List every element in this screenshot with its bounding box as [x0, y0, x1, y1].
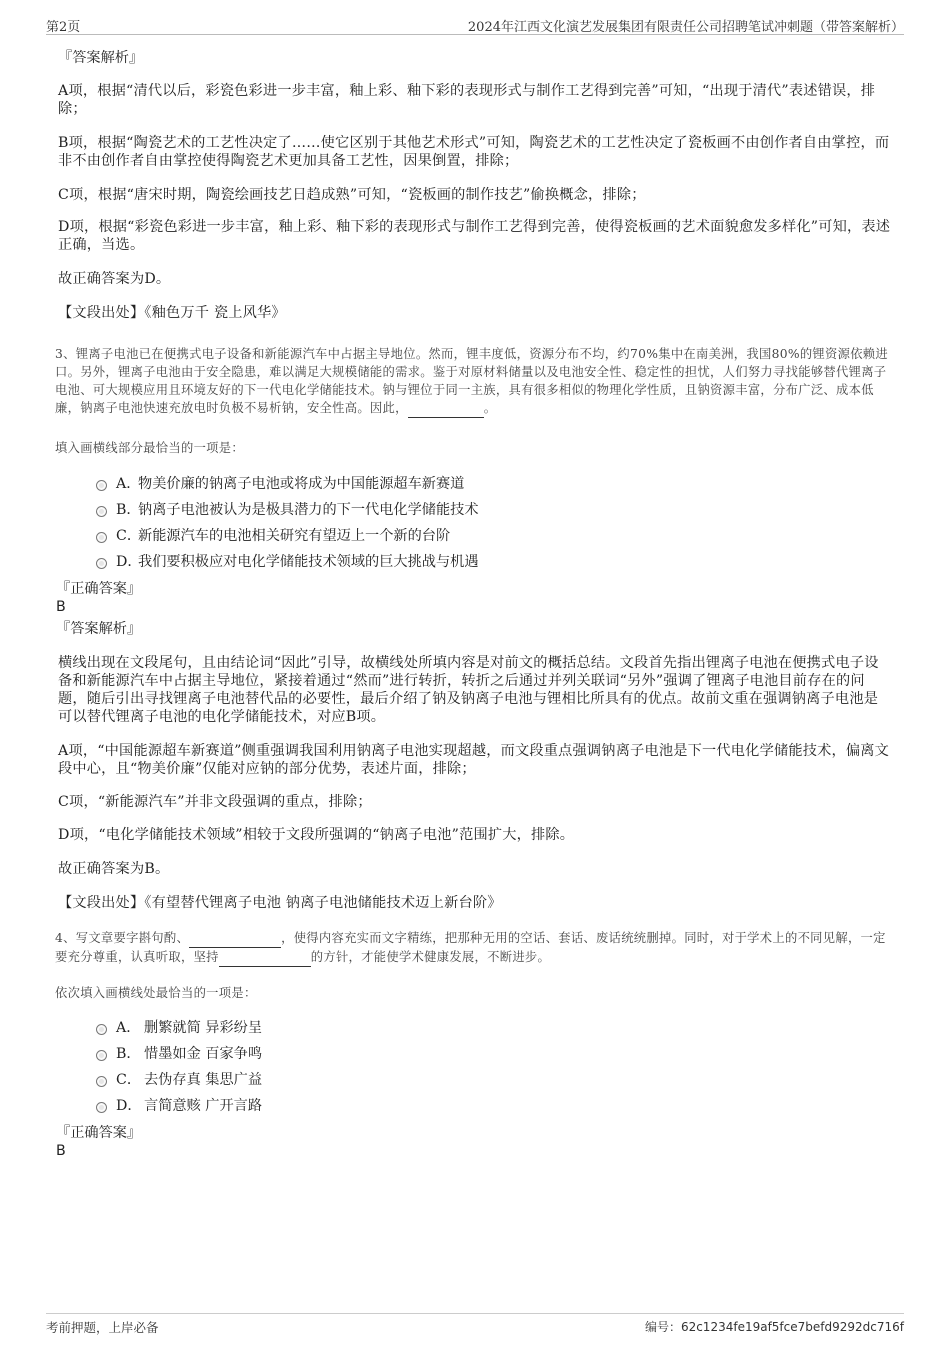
q3-analysis-c: C项，“新能源汽车”并非文段强调的重点，排除；	[58, 794, 372, 810]
q3-source: 【文段出处】《有望替代锂离子电池 钠离子电池储能技术迈上新台阶》	[58, 895, 502, 911]
document-id: 编号：62c1234fe19af5fce7befd9292dc716f	[644, 1320, 904, 1334]
q4-blank-2	[219, 948, 311, 967]
radio-icon[interactable]	[96, 1102, 107, 1113]
q4-text-1: 4、写文章要字斟句酌、	[55, 931, 190, 945]
q3-analysis: 横线出现在文段尾句，且由结论词“因此”引导，故横线处所填内容是对前文的概括总结。文段首先指出锂离子电池在便携式电子设备和新能源汽车中占据主导地位，紧接着通过“然而”进行转折，转折之后通过并列关联词“另外”强调了锂离子电池目前存在的问题，随后引出寻找锂离子电池替代品的必要性，最后介绍了钠及钠离子电池与锂相比所具有的优点。故前文重在强调钠离子电池是可以替代锂离子电池的电化学储能技术，对应B项。	[58, 655, 879, 725]
radio-icon[interactable]	[96, 1050, 107, 1061]
q2-analysis-c: C项，根据“唐宋时期，陶瓷绘画技艺日趋成熟”可知，“瓷板画的制作技艺”偷换概念，排除；	[58, 187, 646, 203]
q3-question-text	[55, 345, 897, 418]
q3-analysis-a: A项，“中国能源超车新赛道”侧重强调我国利用钠离子电池实现超越，而文段重点强调钠离子电池是下一代电化学储能技术，偏离文段中心，且“物美价廉”仅能对应钠的部分优势，表述片面，排除；	[58, 743, 890, 777]
q2-source: 【文段出处】《釉色万千 瓷上风华》	[58, 305, 286, 321]
page-header	[46, 14, 904, 35]
q4-answer-label: 『正确答案』	[56, 1125, 142, 1141]
q2-analysis-d: D项，根据“彩瓷色彩进一步丰富，釉上彩、釉下彩的表现形式与制作工艺得到完善，使得瓷板画的艺术面貌愈发多样化”可知，表述正确，当选。	[58, 219, 891, 253]
footer-slogan: 考前押题，上岸必备	[46, 1320, 159, 1335]
radio-icon[interactable]	[96, 1024, 107, 1035]
q4-prompt: 依次填入画横线处最恰当的一项是：	[55, 986, 257, 1000]
q2-analysis-a: A项，根据“清代以后，彩瓷色彩进一步丰富，釉上彩、釉下彩的表现形式与制作工艺得到完善”可知，“出现于清代”表述错误，排除；	[58, 83, 876, 117]
q3-analysis-label: 『答案解析』	[56, 621, 142, 637]
q2-analysis-b: B项，根据“陶瓷艺术的工艺性决定了……使它区别于其他艺术形式”可知，陶瓷艺术的工艺性决定了瓷板画不由创作者自由掌控，而非不由创作者自由掌控使得陶瓷艺术更加具备工艺性，因果倒置，排除；	[58, 135, 890, 169]
q2-analysis-label: 『答案解析』	[58, 50, 144, 66]
q3-answer: B	[56, 599, 66, 615]
q3-analysis-d: D项，“电化学储能技术领域”相较于文段所强调的“钠离子电池”范围扩大，排除。	[58, 827, 575, 843]
q4-text-2: ，使得内容充实而文字精练，把那种无用的空话、套话、废话统统删掉。同时，对于学术上的不同见解，一定要充分尊重，认真听取，坚持	[55, 931, 886, 964]
radio-icon[interactable]	[96, 558, 107, 569]
radio-icon[interactable]	[96, 480, 107, 491]
q3-blank	[408, 399, 484, 418]
radio-icon[interactable]	[96, 1076, 107, 1087]
document-title: 2024年江西文化演艺发展集团有限责任公司招聘笔试冲刺题（带答案解析）	[467, 20, 904, 35]
q4-blank-1	[189, 929, 281, 948]
page-number: 第2页	[46, 20, 81, 35]
q3-answer-label: 『正确答案』	[56, 581, 142, 597]
q4-question-text	[55, 929, 897, 967]
q2-conclusion: 故正确答案为D。	[58, 271, 171, 287]
q3-conclusion: 故正确答案为B。	[58, 861, 170, 877]
q4-answer: B	[56, 1143, 66, 1159]
q3-prompt: 填入画横线部分最恰当的一项是：	[55, 441, 244, 455]
q3-text-after: 。	[483, 401, 497, 415]
radio-icon[interactable]	[96, 506, 107, 517]
page-footer	[46, 1313, 904, 1336]
radio-icon[interactable]	[96, 532, 107, 543]
q4-text-3: 的方针，才能使学术健康发展，不断进步。	[310, 950, 551, 964]
q3-text-before: 3、锂离子电池已在便携式电子设备和新能源汽车中占据主导地位。然而，锂丰度低，资源分布不均，约70%集中在南美洲，我国80%的锂资源依赖进口。另外，锂离子电池由于安全隐患，难以满足大规模储能的需求。鉴于对原材料储量以及电池安全性、稳定性的担忧，人们努力寻找能够替代锂离子电池、可大规模应用且环境友好的下一代电化学储能技术。钠与锂位于同一主族，具有很多相似的物理化学性质，且钠资源丰富，分布广泛、成本低廉，钠离子电池快速充放电时负极不易析钠，安全性高。因此，	[55, 347, 888, 415]
